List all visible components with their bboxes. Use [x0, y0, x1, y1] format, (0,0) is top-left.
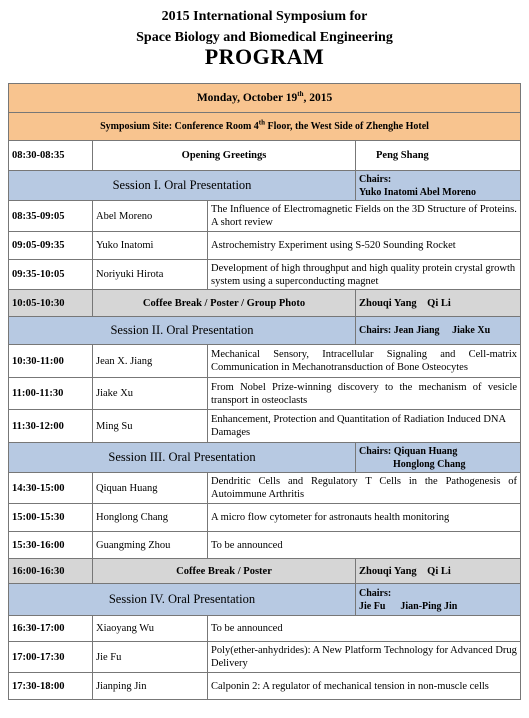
break-speakers: Zhouqi Yang Qi Li [356, 290, 521, 317]
speaker-cell: Ming Su [93, 410, 208, 443]
time-cell: 11:00-11:30 [9, 378, 93, 410]
talk-row [9, 532, 521, 559]
time-cell: 16:00-16:30 [9, 559, 93, 584]
time-cell: 10:05-10:30 [9, 290, 93, 317]
time-cell: 15:30-16:00 [9, 532, 93, 559]
speaker-cell: Noriyuki Hirota [93, 260, 208, 290]
site-row [9, 113, 521, 141]
talk-title: Calponin 2: A regulator of mechanical tension in non-muscle cells [208, 673, 521, 700]
opening-speaker: Peng Shang [356, 141, 521, 171]
session-header [9, 171, 521, 201]
session-header [9, 584, 521, 616]
talk-title: Astrochemistry Experiment using S-520 Sounding Rocket [208, 232, 521, 260]
time-cell: 09:05-09:35 [9, 232, 93, 260]
speaker-cell: Yuko Inatomi [93, 232, 208, 260]
talk-row [9, 201, 521, 232]
talk-title: A micro flow cytometer for astronauts health monitoring [208, 504, 521, 532]
talk-row [9, 642, 521, 673]
symposium-title: 2015 International Symposium for [161, 9, 368, 24]
speaker-cell: Guangming Zhou [93, 532, 208, 559]
talk-row [9, 616, 521, 642]
session-title: Session II. Oral Presentation [9, 317, 356, 345]
time-cell: 17:30-18:00 [9, 673, 93, 700]
talk-title: To be announced [208, 616, 521, 642]
session-chairs: Chairs: Yuko Inatomi Abel Moreno [356, 171, 521, 201]
break-title: Coffee Break / Poster / Group Photo [93, 290, 356, 317]
session-title: Session IV. Oral Presentation [9, 584, 356, 616]
program-table [8, 83, 521, 700]
talk-title: Dendritic Cells and Regulatory T Cells in the Pathogenesis of Autoimmune Arthritis [208, 473, 521, 504]
talk-title: Poly(ether-anhydrides): A New Platform Technology for Advanced Drug Delivery [208, 642, 521, 673]
time-cell: 15:00-15:30 [9, 504, 93, 532]
speaker-cell: Abel Moreno [93, 201, 208, 232]
talk-title: The Influence of Electromagnetic Fields on the 3D Structure of Proteins. A short review [208, 201, 521, 232]
talk-row [9, 260, 521, 290]
talk-title: To be announced [208, 532, 521, 559]
talk-title: From Nobel Prize-winning discovery to the mechanism of vesicle transport in osteoclasts [208, 378, 521, 410]
speaker-cell: Xiaoyang Wu [93, 616, 208, 642]
talk-row [9, 378, 521, 410]
opening-title: Opening Greetings [93, 141, 356, 171]
session-header [9, 317, 521, 345]
talk-row [9, 504, 521, 532]
break-speakers: Zhouqi Yang Qi Li [356, 559, 521, 584]
time-cell: 17:00-17:30 [9, 642, 93, 673]
time-cell: 08:35-09:05 [9, 201, 93, 232]
speaker-cell: Jean X. Jiang [93, 345, 208, 378]
session-chairs: Chairs: Jie Fu Jian-Ping Jin [356, 584, 521, 616]
break-title: Coffee Break / Poster [93, 559, 356, 584]
talk-row [9, 473, 521, 504]
session-header [9, 443, 521, 473]
time-cell: 08:30-08:35 [9, 141, 93, 171]
session-title: Session I. Oral Presentation [9, 171, 356, 201]
talk-row [9, 410, 521, 443]
session-chairs: Chairs: Qiquan Huang Honglong Chang [356, 443, 521, 473]
session-chairs: Chairs: Jean Jiang Jiake Xu [356, 317, 521, 345]
time-cell: 16:30-17:00 [9, 616, 93, 642]
program-heading: PROGRAM [204, 44, 325, 69]
talk-title: Development of high throughput and high quality protein crystal growth system using a superconducting magnet [208, 260, 521, 290]
speaker-cell: Qiquan Huang [93, 473, 208, 504]
speaker-cell: Jianping Jin [93, 673, 208, 700]
site-label: Symposium Site: Conference Room 4th Floor, the West Side of Zhenghe Hotel [9, 113, 521, 141]
day-row [9, 84, 521, 113]
talk-row [9, 673, 521, 700]
break-row [9, 559, 521, 584]
talk-title: Enhancement, Protection and Quantitation of Radiation Induced DNA Damages [208, 410, 521, 443]
speaker-cell: Honglong Chang [93, 504, 208, 532]
talk-row [9, 345, 521, 378]
time-cell: 09:35-10:05 [9, 260, 93, 290]
opening-row [9, 141, 521, 171]
speaker-cell: Jiake Xu [93, 378, 208, 410]
speaker-cell: Jie Fu [93, 642, 208, 673]
time-cell: 10:30-11:00 [9, 345, 93, 378]
talk-row [9, 232, 521, 260]
time-cell: 11:30-12:00 [9, 410, 93, 443]
symposium-subtitle: Space Biology and Biomedical Engineering [136, 30, 393, 45]
session-title: Session III. Oral Presentation [9, 443, 356, 473]
talk-title: Mechanical Sensory, Intracellular Signaling and Cell-matrix Communication in Mechanotransduction of Bone Osteocytes [208, 345, 521, 378]
break-row [9, 290, 521, 317]
time-cell: 14:30-15:00 [9, 473, 93, 504]
day-label: Monday, October 19th, 2015 [9, 84, 521, 113]
